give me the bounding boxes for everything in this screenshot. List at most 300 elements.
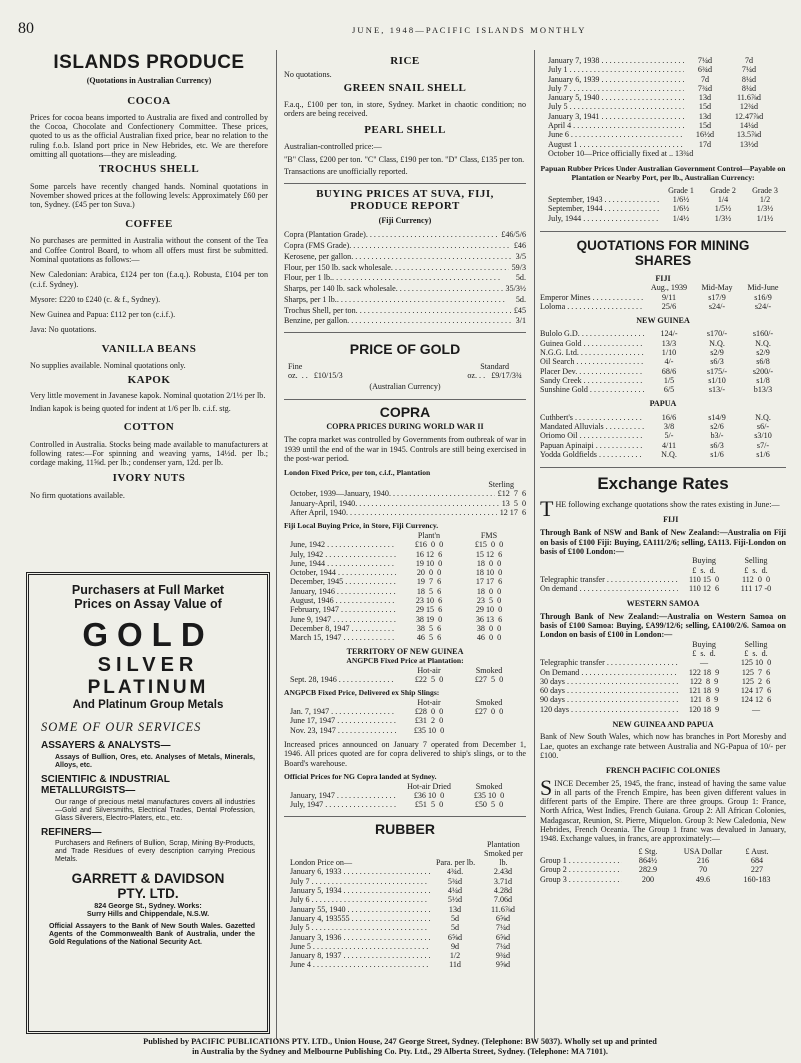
ad-company-1: GARRETT & DAVIDSON [71,870,225,886]
french-dropcap: S [540,774,553,800]
row-value-a: 5d [450,923,460,933]
mining-col-may: Mid-May [701,283,733,293]
price-label: October, 1939—January, 1940 [290,489,389,499]
row-label: On demand . . . [540,584,678,593]
row-value-a: 110 15 0 [688,574,720,584]
table-row [540,357,786,366]
row-value-a: 5¾d [447,876,463,886]
page-number: 80 [18,20,34,37]
heading-cotton: COTTON [123,420,175,433]
footer-line-1: Published by PACIFIC PUBLICATIONS PTY. LTD., Union House, 247 George Street, Sydney. (Telephone: BW 5037). Wholly set up and printed [143,1037,657,1046]
row-value-a: 5/- [664,431,674,441]
row-value-a: 124/- [660,329,678,339]
rubber-october: October 10—Price officially fixed at .. 13¾d [548,148,694,158]
row-label: 120 days . . . [540,705,678,714]
ad-platinum: PLATINUM [87,676,209,698]
fiji-col-fms: FMS [480,530,498,540]
row-value-a: 19 7 6 [416,577,442,587]
row-value-b: 125 7 6 [741,667,771,677]
london-heading: London Fixed Price, per ton, c.i.f., Plantation [284,468,431,478]
price-row [284,295,526,306]
row-value-c: s6/8 [756,357,770,367]
row-label: June, 1944 . . . [290,559,396,568]
price-label: January-April, 1940 [290,498,356,508]
mining-fiji-heading: FIJI [655,273,671,283]
ad-official-text: Official Assayers to the Bank of New South Wales. Gazetted Agents of the Commonwealth Bank of Australia, under the Gold Regulations of the National Security Act. [49,923,255,947]
ad-gold: GOLD [82,615,214,653]
row-value-b: £15 0 0 [474,540,504,550]
row-value-b: s1/6 [710,449,724,459]
price-label: Flour, per 150 lb. sack wholesale [284,262,391,272]
row-value-a: 5d [450,913,460,923]
table-row [540,302,786,311]
row-value-b: s2/6 [710,422,724,432]
price-value: 3/5 [515,251,526,261]
heading-rubber: RUBBER [375,820,435,837]
table-row [540,668,786,677]
row-value-a: 282.9 [638,865,658,875]
row-value-a: 46 5 6 [416,633,442,643]
table-row [290,895,526,904]
row-label: On Demand . . . [540,668,678,677]
table-row [548,204,786,213]
row-value-a: £16 0 0 [414,540,444,550]
trochus-text: Some parcels have recently changed hands. Nominal quotations in November showed prices at the following levels: Approximately £60 per ton, Sydney. (£45 per ton Suva.) [30,181,268,210]
copra-subheading: COPRA PRICES DURING WORLD WAR II [326,422,484,432]
leader-dots [396,284,503,295]
french-col-aust: £ Aust. [745,846,769,856]
row-label: February, 1947 . . . [290,605,396,614]
london-list [284,489,526,517]
vanilla-text: No supplies available. Nominal quotations only. [30,361,186,371]
heading-cocoa: COCOA [127,95,171,108]
ad-refiners-heading: REFINERS— [41,826,102,838]
row-value-b: 18 10 0 [475,568,503,578]
column-divider [276,50,277,1040]
row-value-c: N.Q. [755,412,771,422]
row-value-a: £31 2 0 [414,716,444,726]
table-row [540,695,786,704]
rubber-col-para: Para. per lb. [436,858,476,868]
leader-dots [391,263,509,274]
row-value-b: 124 12 6 [740,695,772,705]
table-row [540,658,786,667]
ad-refiners-text: Purchasers and Refiners of Bullion, Scrap, Mining By-Products, and Trade Residues of every description carrying Precious Metals. [55,840,255,864]
row-value-b [462,726,516,735]
samoa-col-buying: Buying [692,639,716,649]
row-value-a: 6/5 [663,385,675,395]
column-middle: RICE No quotations. GREEN SNAIL SHELL F.a.q., £100 per ton, in store, Sydney. Market in chaotic condition; no orders are being received. PEARL SHELL Australian-controlled price:— "B" Class, £200 per ton. "C" Class, £190 per ton. "D" Class, £135 per ton. Transactions are unofficially reported. BUYING PRICES AT SUVA, FIJI, PRODUCE REPORT (Fiji Currency) Copra (Plantation Grade) . . . £46/5/6 Copra (FMS Grade) . . . £46 Kerosene, per gallon . . . 3/5 Flour, per 150 lb. sack wholesale . . . 59/3 Flour, per 1 lb. . . . 5d. Sharps, per 140 lb. sack wholesale . . . 35/3½ Sharps, per 1 lb. . . . 5d. Trochus Shell, per ton . . . £45 Benzine, per gallon . . . 3/1 PRICE OF GOLD Fine oz. . . £10/15/3 Standard oz. . . £9/17/3¾ (Australian Currency) COPRA COPRA PRICES DURING WORLD WAR II The copra market was controlled by Governments from outbreak of war in 1939 until the end of the war in 1945. Controls are still being exercised in the post-war period. London Fixed Price, per ton, c.i.f., Plantation Sterling October, 1939—January, 1940 . . . £12 7 6 January-April, 1940 . . . 13 5 0 After April, 1940 . . . 12 17 6 Fiji Local Buying Price, in Store, Fiji Currency. Plant'n FMS June, 1942 . . . £16 0 0 £15 0 0 July, 1942 . . . 16 12 6 15 12 6 June, 1944 . . . 19 10 0 18 0 0 October, 1944 . . . 20 0 0 18 10 0 December, 1945 . . . 19 7 6 17 17 6 January, 1946 . . . 18 5 6 18 0 0 August, 1946 . . . 23 10 6 23 5 0 February, 1947 . . . 29 15 6 29 10 0 June 9, 1947 . . . 38 19 0 36 13 6 December 8, 1947 . . . 38 5 6 38 0 0 March 15, 1947 . . . 46 5 6 46 0 0 TERRITORY OF NEW GUINEA ANGPCB Fixed Price at Plantation: Hot-air Smoked Sept. 28, 1946 . . . £22 5 0 £27 5 0 ANGPCB Fixed Price, Delivered ex Ship Slings: Hot-air Smoked Jan. 7, 1947 . . . £28 0 0 £27 0 0 June 17, 1947 . . . £31 2 0 Nov. 23, 1947 . . . £35 10 0 Increased prices announced on January 7 operated from December 1, 1946. All prices quoted are for copra delivered to ship's slings, or to the Board's warehouse. Official Prices for NG Copra landed at Sydney. Hot-air Dried Smoked January, 1947 . . . £36 10 0 £35 10 0 July, 1947 . . . £51 5 0 £50 5 0 RUBBER London Price on— Para. per lb. Plantation Smoked per lb. January 6, 1933 . . . 4¾d. 2.43d July 7 . . . 5¾d 3.71d January 5, 1934 . . . 4¼d 4.28d July 6 . . . 5½d 7.06d January 55, 1940 . . . 13d 11.6⅞d January 4, 193555 . . . 5d 6⅝d July 5 . . . 5d 7¼d January 3, 1936 . . . 6⅝d 6⅝d June 5 . . . 9d 7¼d January 8, 1937 . . . 1/2 9¾d June 4 . . . 11d 9⅝d [284,55,526,970]
pearl-text-1: Australian-controlled price:— [284,141,382,151]
row-value-a: 7d [700,74,710,84]
row-value-a: 15d [698,121,712,131]
row-value-b: 2.43d [493,867,513,877]
kapok-text-2: Indian kapok is being quoted for indent at 1/6 per lb. c.i.f. stg. [30,403,231,413]
row-value-a: 68/6 [661,366,677,376]
row-label: Placer Dev. . . . [540,367,644,376]
table-row [290,624,526,633]
row-value-b: 18 0 0 [476,558,502,568]
row-value-a: 110 12 6 [688,584,720,594]
gold-fine-oz: oz. [288,371,298,381]
heading-vanilla: VANILLA BEANS [101,342,197,355]
fiji-local-list [284,540,526,642]
row-value-b: 7.06d [493,895,513,905]
table-row [548,140,786,149]
price-row [284,230,526,241]
row-value-c: N.Q. [755,338,771,348]
samoa-sub-selling: £ s. d. [744,648,768,658]
table-row [540,705,786,714]
row-value-c: s24/- [754,301,772,311]
table-row [290,886,526,895]
table-row [548,56,786,65]
row-label: January 6, 1933 . . . [290,867,430,876]
price-label: Sharps, per 1 lb. [284,294,337,304]
tng-col-smoked: Smoked [475,665,503,675]
heading-produce-report: PRODUCE REPORT [350,200,460,213]
official-heading: Official Prices for NG Copra landed at Sydney. [284,771,437,781]
papuan-list [540,195,786,223]
coffee-java: Java: No quotations. [30,325,97,335]
table-row [290,568,526,577]
row-label: July, 1942 . . . [290,550,396,559]
row-label: July 5 . . . [290,923,430,932]
table-row [290,675,526,684]
leader-dots [356,306,511,317]
table-row [548,102,786,111]
row-label: Bulolo G.D. . . . [540,329,644,338]
row-value-b: 7¼d [495,923,511,933]
samoa-text: Through Bank of New Zealand:—Australia on Western Samoa on basis of £100 Samoa: Buying, £A99/12/6; selling, £A100/2/6. Samoa on London on basis of £100 in London:— [540,611,786,640]
table-row [540,413,786,422]
row-value-b: £50 5 0 [474,800,504,810]
table-row [540,450,786,459]
price-value: 13 5 0 [501,498,526,508]
heading-pearl: PEARL SHELL [364,124,446,137]
row-value-c: 1/1½ [756,213,774,223]
row-value-a: 13/3 [661,338,677,348]
row-value-c: 684 [750,855,764,865]
row-label: January 5, 1934 . . . [290,886,430,895]
price-row [284,273,526,284]
coffee-new-guinea: New Guinea and Papua: £112 per ton (c.i.f.). [30,310,176,320]
ex-fiji-list [540,575,786,594]
row-value-b: 38 0 0 [476,623,502,633]
price-row [284,306,526,317]
row-label: January 55, 1940 . . . [290,905,430,914]
table-row [540,677,786,686]
row-value-b: 70 [698,865,708,875]
row-label: Telegraphic transfer . . . [540,575,678,584]
row-label: January 3, 1936 . . . [290,933,430,942]
row-value-b: 12¾d [739,102,759,112]
samoa-sub-buying: £ s. d. [692,648,716,658]
row-value-b: s1/10 [708,375,726,385]
price-label: After April, 1940 [290,507,346,517]
table-row [540,329,786,338]
row-value-b: 36 13 6 [475,614,503,624]
row-value-a: 38 19 0 [415,614,443,624]
gold-standard-oz: oz. [467,371,478,381]
row-value-c: s6/- [756,422,770,432]
tng-subheading: ANGPCB Fixed Price at Plantation: [346,655,464,665]
table-row [290,550,526,559]
row-value-b: 1/5½ [714,204,732,214]
ad-services: SOME OF OUR SERVICES [41,719,202,734]
tng-heading: TERRITORY OF NEW GUINEA [346,647,464,657]
row-value-b: 6⅝d [495,932,511,942]
cocoa-text: Prices for cocoa beans imported to Australia are fixed and controlled by the Cocoa, Chocolate and Confectionery Committee. These prices, quoted to us as the official Australian fixed price, bear no relation to the ruling f.o.b. Island port price in New Hebrides, etc. We are therefore omitting all quotations—they are misleading. [30,112,268,159]
footer [20,1037,780,1057]
table-row [540,584,786,593]
papuan-heading: Papuan Rubber Prices Under Australian Government Control—Payable on Plantation or Nearby Port, per lb., Australian Currency: [540,164,786,182]
row-value-b: s6/3 [710,357,724,367]
coffee-text: No purchases are permitted in Australia without the consent of the Tea and Coffee Control Board, to whom all offers must first be submitted. Nominal quotations as follows:— [30,236,268,264]
french-text-body: INCE December 25, 1945, the franc, instead of having the same value in all parts of the French Empire, has been given different values in different parts of the Empire. There are three groups. Group 1: France, North Africa, West Indies, French Guiana. Group 2: All African Colonies, Madagascar, Reunion, St. Pierre, Miquelon. Group 3: New Caledonia, New Hebrides, French Oceania. The Group 1 franc was devalued in January, 1948. Exchange values, in francs, are approximately:— [540,778,786,844]
row-value-a: — [699,658,709,668]
heading-price-of-gold: PRICE OF GOLD [349,341,461,358]
copra-text: The copra market was controlled by Governments from outbreak of war in 1939 until the end of the war in 1945. Controls are still being exercised in the post-war period. [284,435,526,463]
row-label: January 3, 1941 . . . [548,112,684,121]
ivory-text: No firm quotations available. [30,491,125,501]
row-value-b: 8¼d [741,74,757,84]
row-label: December 8, 1947 . . . [290,624,396,633]
table-row [548,121,786,130]
row-value-b: b3/- [710,431,724,441]
ex-fiji-text: Through Bank of NSW and Bank of New Zealand:—Australia on Fiji on basis of £100 Fiji: Buying, £A111/2/6; selling, £A113. Fiji-London on basis of £100 London:— [540,528,786,556]
row-value-a: 6¾d [697,65,713,75]
row-value-b: 15 12 6 [475,549,503,559]
table-row [540,431,786,440]
rubber-col-plantation: Plantation Smoked per lb. [483,839,523,868]
heading-coffee: COFFEE [125,217,173,230]
row-value-a: 38 5 6 [416,623,442,633]
row-value-b: 13.5⅞d [736,130,762,140]
advertisement-box [26,572,270,1034]
row-label: August, 1946 . . . [290,596,396,605]
row-value-c: s3/10 [754,431,772,441]
ex-col-buying: Buying [692,556,716,566]
row-label: June 9, 1947 . . . [290,615,396,624]
row-value-b: N.Q. [709,338,725,348]
table-row [290,791,526,800]
table-row [548,214,786,223]
tng-list [284,675,526,684]
leader-dots [349,241,511,252]
row-label: 60 days . . . [540,686,678,695]
row-label: June 5 . . . [290,942,430,951]
row-label: Sunshine Gold . . . [540,385,644,394]
gold-fine-value: £10/15/3 [313,371,343,381]
french-list [540,856,786,884]
row-value-b: s24/- [708,301,726,311]
row-label: Yodda Goldfields . . . [540,450,644,459]
price-value: 12 17 6 [499,507,526,517]
samoa-col-selling: Selling [744,639,768,649]
row-value-c: s7/- [756,440,770,450]
gold-standard: Standard [480,362,510,372]
row-label: Group 1 . . . [540,856,622,865]
heading-rice: RICE [390,55,420,67]
row-label: 90 days . . . [540,695,678,704]
row-value-a: 15d [698,102,712,112]
row-value-c: 227 [750,865,764,875]
row-value-a: 122 8 9 [689,676,719,686]
row-value-a: 11d [449,960,461,970]
price-label: Trochus Shell, per ton [284,305,356,315]
row-value-a: 13d [698,93,712,103]
increased-text: Increased prices announced on January 7 operated from December 1, 1946. All prices quoted are for copra delivered to ship's slings, or to the Board's warehouse. [284,740,526,768]
table-row [290,633,526,642]
rubber-list [284,867,526,969]
table-row [290,905,526,914]
row-label: July 5 . . . [548,102,684,111]
row-value-b: 3.71d [493,876,513,886]
samoa-list [540,658,786,714]
price-row [290,499,526,508]
row-label: October, 1944 . . . [290,568,396,577]
mining-col-june: Mid-June [747,283,779,293]
mining-papua-heading: PAPUA [649,399,677,409]
row-label: Mandated Alluvials . . . [540,422,644,431]
ad-silver: SILVER [97,653,199,676]
row-label: Oriomo Oil . . . [540,431,644,440]
leader-dots [347,316,513,327]
leader-dots [366,230,498,241]
table-row [548,130,786,139]
leader-dots [337,295,513,306]
pearl-text-3: Transactions are unofficially reported. [284,167,408,177]
row-value-b: 125 10 0 [740,658,772,668]
row-value-b: — [751,704,761,714]
row-value-a: 9d [450,941,460,951]
table-row [548,75,786,84]
ex-sub-buying: £ s. d. [692,565,716,575]
price-row [284,241,526,252]
row-value-a: 864½ [638,855,658,865]
row-label: Telegraphic transfer . . . [540,658,678,667]
row-value-b: £35 10 0 [473,790,505,800]
ad-line-2: Prices on Assay Value of [74,597,222,612]
row-label: April 4 . . . [548,121,684,130]
table-row [290,942,526,951]
kapok-text-1: Very little movement in Javanese kapok. Nominal quotation 2/1½ per lb. [30,391,266,401]
row-label: July 6 . . . [290,895,430,904]
row-value-b: 7¼d [741,65,757,75]
row-label: Loloma . . . [540,302,644,311]
row-value-a: £28 0 0 [414,707,444,717]
row-label: Group 3 . . . [540,875,622,884]
row-label: Sandy Creek . . . [540,376,644,385]
row-value-b: 13½d [739,139,759,149]
row-value-a: 121 8 9 [689,695,719,705]
official-col-smoked: Smoked [475,781,503,791]
london-sterling: Sterling [488,480,514,490]
row-value-b: 9⅝d [495,960,511,970]
table-row [540,422,786,431]
price-row [290,508,526,517]
heading-copra: COPRA [379,404,431,421]
row-value-a: 13d [698,111,712,121]
heading-ivory: IVORY NUTS [112,472,186,485]
rice-text: No quotations. [284,69,332,79]
row-label: July 7 . . . [548,84,684,93]
gold-fine: Fine [288,362,303,372]
heading-mining-shares: SHARES [634,253,692,269]
row-value-b: s175/- [706,366,728,376]
ng-mines-list [540,329,786,394]
heading-buying-prices: BUYING PRICES AT SUVA, FIJI, [316,187,494,200]
table-row [290,923,526,932]
section-subtitle: (Quotations in Australian Currency) [86,75,212,85]
row-value-c: s16/9 [754,292,772,302]
row-value-b: s170/- [706,329,728,339]
price-label: Copra (Plantation Grade) [284,230,366,240]
leader-dots [346,508,497,517]
price-value: 5d. [515,273,526,283]
ad-sci-text: Our range of precious metal manufactures covers all industries—Gold and Silversmiths, Electrical Trades, Dental Profession, Glass Silverers, Electro-Platers, etc., etc. [55,798,255,822]
row-value-c: s160/- [752,329,774,339]
row-value-a: 23 10 6 [415,596,443,605]
row-label: June, 1942 . . . [290,540,396,549]
french-col-stg: £ Stg. [638,846,658,856]
row-label: March 15, 1947 . . . [290,633,396,642]
table-row [540,686,786,695]
papuan-col-grade-1: Grade 1 [668,185,694,195]
row-value-b: 124 17 6 [740,686,772,696]
row-value-c: s1/6 [756,449,770,459]
row-label: June 4 . . . [290,960,430,969]
row-value-a: £36 10 0 [413,790,445,800]
exchange-intro-text: HE following exchange quotations show the rates existing in June:— [555,499,780,509]
ad-assayers-text: Assays of Bullion, Ores, etc. Analyses of Metals, Minerals, Alloys, etc. [55,753,255,769]
price-value: £46/5/6 [501,230,526,240]
row-value-b: s13/- [708,385,726,395]
table-row [540,348,786,357]
row-label: January 4, 193555 . . . [290,914,430,923]
price-value: 3/1 [515,316,526,326]
row-value-a: 19 10 0 [415,558,443,568]
heading-green-snail: GREEN SNAIL SHELL [343,81,467,94]
price-value: £12 7 6 [497,489,526,499]
table-row [540,865,786,874]
table-row [548,84,786,93]
price-value: 5d. [515,294,526,304]
row-value-b: 11.6⅞d [491,904,515,914]
row-value-a: 1/10 [661,348,677,357]
price-row [284,316,526,327]
row-value-a: £22 5 0 [414,674,444,684]
table-row [290,716,526,725]
row-value-a: 5½d [447,895,463,905]
coffee-mysore: Mysore: £220 to £240 (c. & f., Sydney). [30,294,161,304]
row-value-b: 12.47⅞d [734,111,764,121]
angpcb-list [284,707,526,735]
price-value: 35/3½ [505,284,526,294]
row-value-b: 125 2 6 [741,676,771,686]
row-value-a: 4/11 [661,440,677,450]
row-value-c: s200/- [752,366,774,376]
row-value-b: 23 5 0 [476,596,502,605]
french-heading: FRENCH PACIFIC COLONIES [605,766,721,776]
row-value-b: 46 0 0 [476,633,502,643]
leader-dots [332,273,513,284]
gold-currency: (Australian Currency) [369,381,441,391]
row-label: Guinea Gold . . . [540,339,644,348]
row-label: Oil Search . . . [540,357,644,366]
angpcb-col-hot-air: Hot-air [417,697,441,707]
